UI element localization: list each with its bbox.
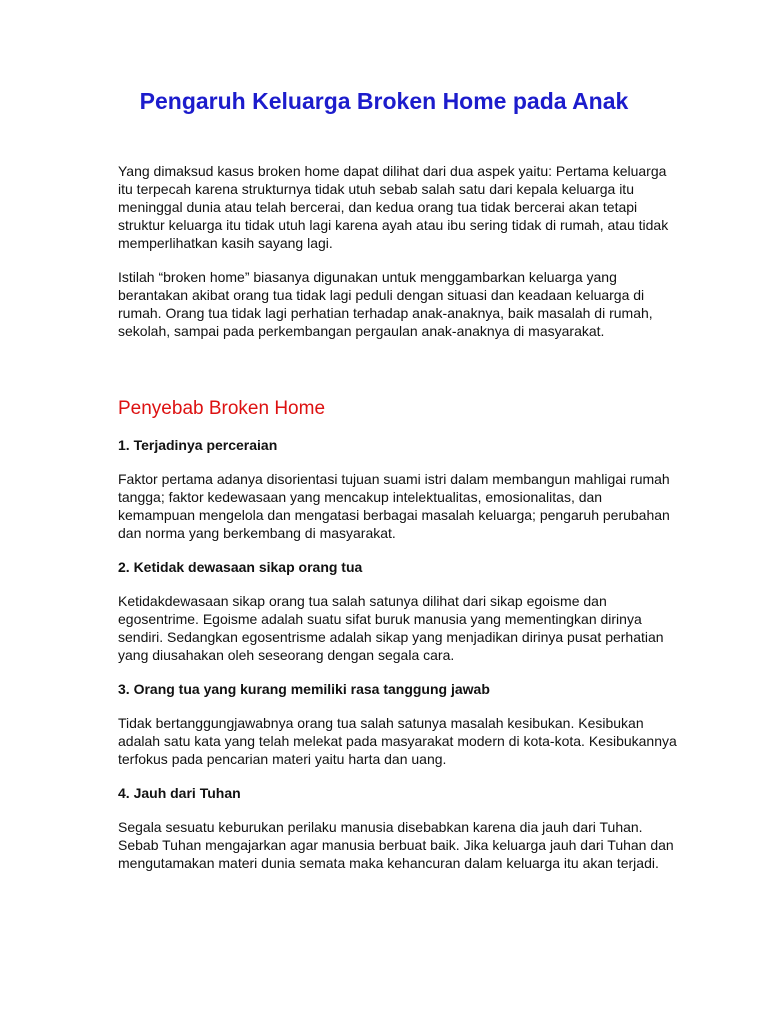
cause-body: Faktor pertama adanya disorientasi tujuan suami istri dalam membangun mahligai rumah tangga; faktor kedewasaan yang mencakup intelektualitas, emosionalitas, dan kemampuan mengelola dan mengatasi berbagai masalah keluarga; pengaruh perubahan dan norma yang berkembang di masyarakat.	[118, 471, 670, 541]
document-title: Pengaruh Keluarga Broken Home pada Anak	[139, 88, 629, 114]
cause-body: Segala sesuatu keburukan perilaku manusia disebabkan karena dia jauh dari Tuhan. Sebab Tuhan mengajarkan agar manusia berbuat baik. Jika keluarga jauh dari Tuhan dan mengutamakan materi dunia semata maka kehancuran dalam keluarga itu akan terjadi.	[118, 819, 674, 871]
cause-heading: 4. Jauh dari Tuhan	[118, 785, 241, 801]
cause-heading: 1. Terjadinya perceraian	[118, 437, 278, 453]
cause-item-4	[118, 784, 678, 872]
cause-body: Tidak bertanggungjawabnya orang tua salah satunya masalah kesibukan. Kesibukan adalah satu kata yang telah melekat pada masyarakat modern di kota-kota. Kesibukannya terfokus pada pencarian materi yaitu harta dan uang.	[118, 715, 677, 767]
cause-body: Ketidakdewasaan sikap orang tua salah satunya dilihat dari sikap egoisme dan egosentrime. Egoisme adalah suatu sifat buruk manusia yang mementingkan dirinya sendiri. Sedangkan egosentrisme adalah sikap yang menjadikan dirinya pusat perhatian yang diusahakan oleh seseorang dengan segala cara.	[118, 593, 664, 663]
cause-item-2	[118, 558, 678, 664]
cause-item-3	[118, 680, 678, 768]
causes-list	[118, 436, 678, 888]
cause-heading: 2. Ketidak dewasaan sikap orang tua	[118, 559, 363, 575]
section-title: Penyebab Broken Home	[118, 398, 326, 419]
intro-paragraph-2: Istilah “broken home” biasanya digunakan untuk menggambarkan keluarga yang berantakan akibat orang tua tidak lagi peduli dengan situasi dan keadaan keluarga di rumah. Orang tua tidak lagi perhatian terhadap anak-anaknya, baik masalah di rumah, sekolah, sampai pada perkembangan pergaulan anak-anaknya di masyarakat.	[118, 269, 653, 339]
cause-heading: 3. Orang tua yang kurang memiliki rasa tanggung jawab	[118, 681, 490, 697]
cause-item-1	[118, 436, 678, 542]
intro-paragraph-1: Yang dimaksud kasus broken home dapat dilihat dari dua aspek yaitu: Pertama keluarga itu terpecah karena strukturnya tidak utuh sebab salah satu dari kepala keluarga itu meninggal dunia atau telah bercerai, dan kedua orang tua tidak bercerai akan tetapi struktur keluarga itu tidak utuh lagi karena ayah atau ibu sering tidak di rumah, atau tidak memperlihatkan kasih sayang lagi.	[118, 163, 669, 251]
intro-section	[118, 162, 678, 356]
